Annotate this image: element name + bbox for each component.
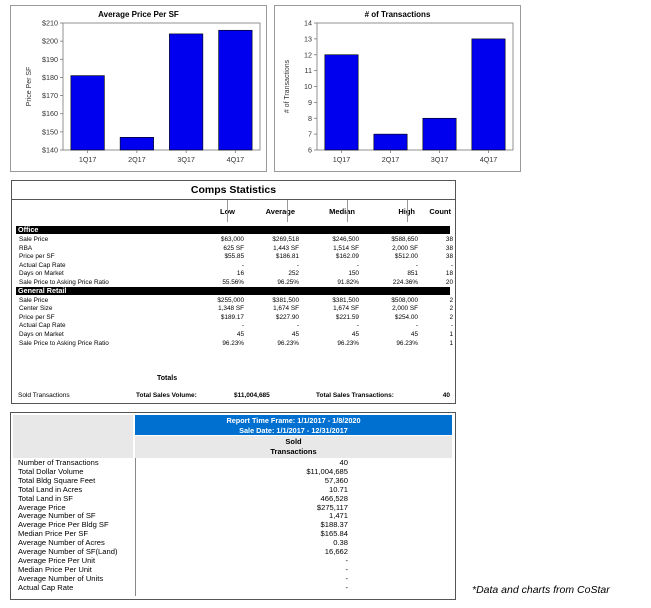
bar — [374, 134, 407, 150]
comps-cell-median: $162.09 — [335, 253, 359, 261]
comps-title: Comps Statistics — [12, 181, 455, 200]
total-sales-volume-label: Total Sales Volume: — [136, 392, 197, 399]
comps-col-low: Low — [220, 207, 235, 216]
comps-cell-high: $588,650 — [391, 236, 418, 243]
comps-row-label: Sale Price to Asking Price Ratio — [19, 279, 109, 286]
chart-title: # of Transactions — [364, 10, 431, 19]
report-summary-table — [10, 412, 456, 600]
comps-cell-low: $255,000 — [217, 296, 244, 304]
comps-cell-median: $221.59 — [335, 313, 359, 321]
report-row-value: $11,004,685 — [306, 466, 348, 476]
comps-cell-low: 1,348 SF — [218, 305, 244, 313]
report-row-label: Average Number of Acres — [18, 538, 105, 548]
comps-cell-median: $381,500 — [332, 296, 359, 304]
comps-cell-average: $381,500 — [272, 296, 299, 304]
comps-section-header: Office — [16, 226, 450, 234]
bar — [219, 30, 252, 150]
comps-cell-low: 45 — [236, 331, 244, 338]
comps-cell-median: - — [356, 322, 359, 330]
report-row-value: $165.84 — [320, 529, 348, 539]
report-row-label: Median Price Per SF — [18, 529, 89, 539]
y-tick-label: 6 — [308, 145, 312, 155]
y-tick-label: $140 — [42, 145, 58, 155]
report-row-label: Actual Cap Rate — [18, 582, 74, 592]
comps-cell-high: 96.23% — [396, 339, 418, 347]
report-row-label: Average Price — [18, 502, 66, 512]
report-row-value: 16,662 — [324, 547, 348, 556]
y-tick-label: $160 — [42, 109, 58, 119]
bar — [71, 76, 104, 150]
report-row-value: - — [345, 564, 348, 574]
x-tick-label: 4Q17 — [226, 155, 245, 164]
report-row-label: Average Price Per Bldg SF — [18, 520, 109, 530]
report-row-value: 1,471 — [328, 511, 348, 521]
report-row-value: - — [345, 555, 348, 565]
comps-cell-average: 1,674 SF — [273, 305, 299, 313]
comps-cell-high: $512.00 — [394, 253, 418, 261]
x-tick-label: 1Q17 — [78, 155, 97, 164]
comps-cell-count: 2 — [449, 313, 453, 321]
comps-cell-average: 96.25% — [277, 279, 299, 286]
comps-cell-low: $189.17 — [220, 313, 244, 321]
comps-cell-low: $63,000 — [220, 236, 244, 243]
comps-col-median: Median — [287, 200, 359, 222]
comps-cell-low: 625 SF — [223, 244, 244, 252]
comps-cell-count: 38 — [445, 236, 453, 243]
comps-cell-average: - — [296, 322, 299, 330]
comps-cell-count: 1 — [449, 331, 453, 338]
report-row — [18, 575, 448, 584]
report-row — [18, 486, 448, 495]
comps-cell-count: 18 — [445, 270, 453, 278]
report-row-value: $188.37 — [320, 520, 348, 530]
report-row-value: 466,528 — [320, 493, 348, 503]
comps-cell-low: - — [241, 261, 244, 269]
comps-row-label: Sale Price — [19, 296, 49, 304]
y-axis-label: # of Transactions — [284, 59, 291, 114]
comps-row-label: Days on Market — [19, 331, 64, 338]
comps-cell-median: 45 — [351, 331, 359, 338]
y-tick-label: 12 — [304, 50, 312, 60]
report-time-frame-header — [135, 415, 452, 435]
report-row-value: 40 — [339, 458, 348, 467]
x-tick-label: 3Q17 — [430, 155, 449, 164]
y-tick-label: $170 — [42, 91, 58, 101]
report-row — [18, 477, 448, 486]
report-row-value: - — [345, 573, 348, 583]
chart-title: Average Price Per SF — [98, 10, 179, 19]
comps-cell-high: - — [415, 261, 418, 269]
y-tick-label: 13 — [304, 34, 312, 44]
report-row-value: 10.71 — [328, 484, 348, 494]
comps-statistics-table — [11, 180, 456, 404]
comps-row-label: Price per SF — [19, 253, 55, 261]
totals-label: Totals — [157, 375, 178, 382]
comps-cell-count: 2 — [449, 305, 453, 313]
data-credit: *Data and charts from CoStar — [472, 584, 610, 596]
comps-cell-high: 45 — [410, 331, 418, 338]
comps-cell-average: - — [296, 261, 299, 269]
comps-cell-count: - — [450, 322, 453, 330]
report-row-value: 0.38 — [333, 538, 348, 548]
comps-row-label: Price per SF — [19, 313, 55, 321]
y-tick-label: $200 — [42, 36, 58, 46]
comps-cell-average: $186.81 — [275, 253, 299, 261]
report-sale-date: Sale Date: 1/1/2017 - 12/31/2017 — [239, 426, 348, 435]
bar — [169, 34, 202, 150]
comps-cell-average: 96.23% — [277, 339, 299, 347]
transactions-svg — [275, 6, 520, 171]
comps-row-label: Actual Cap Rate — [19, 261, 66, 269]
comps-cell-median: 1,514 SF — [333, 244, 359, 252]
comps-cell-count: 20 — [445, 279, 453, 286]
comps-cell-median: 150 — [348, 270, 359, 278]
report-row-label: Total Bldg Square Feet — [18, 475, 96, 485]
comps-cell-high: 2,000 SF — [392, 305, 418, 313]
report-row — [18, 495, 448, 504]
avg-price-per-sf-chart — [10, 5, 267, 172]
report-row-label: Median Price Per Unit — [18, 564, 92, 574]
report-row-label: Average Price Per Unit — [18, 555, 96, 565]
sold-transactions-label: Sold Transactions — [18, 392, 70, 399]
comps-cell-low: - — [241, 322, 244, 330]
comps-cell-count: 1 — [449, 339, 453, 347]
comps-cell-low: $55.85 — [224, 253, 244, 261]
report-row-label: Average Number of SF — [18, 511, 96, 521]
bar — [472, 39, 505, 150]
transactions-chart — [274, 5, 521, 172]
y-axis-label: Price Per SF — [26, 66, 33, 107]
x-tick-label: 2Q17 — [128, 155, 146, 164]
comps-col-average: Average — [227, 200, 299, 222]
comps-cell-high: 2,000 SF — [392, 244, 418, 252]
comps-cell-count: 38 — [445, 253, 453, 261]
comps-cell-average: 1,443 SF — [273, 244, 299, 252]
sold-header-line2: Transactions — [270, 447, 317, 456]
total-sales-transactions-label: Total Sales Transactions: — [316, 392, 394, 399]
comps-cell-low: 16 — [236, 270, 244, 278]
comps-cell-count: 2 — [449, 296, 453, 304]
y-tick-label: 11 — [304, 66, 312, 76]
y-tick-label: $210 — [42, 18, 58, 28]
comps-col-high: High — [347, 200, 419, 222]
comps-row-label: Sale Price to Asking Price Ratio — [19, 339, 109, 347]
comps-cell-high: $254.00 — [394, 313, 418, 321]
sold-header-line1: Sold — [285, 437, 302, 446]
y-tick-label: $180 — [42, 72, 58, 82]
bar — [423, 118, 456, 150]
comps-cell-high: - — [415, 322, 418, 330]
comps-cell-high: $508,000 — [391, 296, 418, 304]
comps-cell-median: 1,674 SF — [333, 305, 359, 313]
comps-cell-count: 38 — [445, 244, 453, 252]
total-sales-transactions-value: 40 — [442, 392, 450, 399]
comps-row-label: RBA — [19, 244, 33, 252]
report-row-label: Average Number of Units — [18, 573, 104, 583]
report-row-value: $275,117 — [316, 502, 348, 512]
comps-row-label: Sale Price — [19, 236, 49, 243]
report-row-label: Total Land in Acres — [18, 484, 83, 494]
x-tick-label: 4Q17 — [479, 155, 498, 164]
y-tick-label: $190 — [42, 54, 58, 64]
comps-section-header: General Retail — [16, 287, 450, 295]
report-label-header-cell — [13, 415, 133, 458]
y-tick-label: 8 — [308, 113, 312, 123]
x-tick-label: 2Q17 — [381, 155, 400, 164]
bar — [120, 137, 153, 150]
y-tick-label: 9 — [308, 97, 312, 107]
comps-cell-high: 851 — [407, 270, 418, 278]
x-tick-label: 3Q17 — [177, 155, 195, 164]
comps-cell-average: 45 — [291, 331, 299, 338]
report-row-label: Total Land in SF — [18, 493, 73, 503]
comps-col-count: Count — [407, 200, 455, 222]
comps-cell-median: - — [356, 261, 359, 269]
report-row — [18, 584, 448, 593]
comps-row-label: Days on Market — [19, 270, 64, 278]
y-tick-label: 14 — [304, 18, 312, 28]
comps-row-label: Actual Cap Rate — [19, 322, 66, 330]
report-row-label: Total Dollar Volume — [18, 466, 84, 476]
comps-cell-average: $227.90 — [275, 313, 299, 321]
report-row-value: 57,360 — [324, 475, 348, 485]
comps-cell-median: 91.82% — [337, 279, 359, 286]
comps-row — [16, 339, 453, 348]
report-time-frame: Report Time Frame: 1/1/2017 - 1/8/2020 — [226, 416, 361, 425]
sold-transactions-header — [135, 436, 452, 458]
x-tick-label: 1Q17 — [332, 155, 351, 164]
y-tick-label: 10 — [304, 82, 312, 91]
y-tick-label: 7 — [308, 129, 312, 139]
comps-row-label: Center Size — [19, 305, 53, 313]
comps-cell-low: 96.23% — [222, 339, 244, 347]
y-tick-label: $150 — [42, 127, 58, 137]
comps-cell-average: 252 — [288, 270, 299, 278]
comps-cell-high: 224.36% — [392, 279, 418, 286]
comps-cell-low: 55.56% — [222, 279, 244, 286]
total-sales-volume-value: $11,004,685 — [234, 392, 270, 399]
comps-cell-median: $246,500 — [332, 236, 359, 243]
report-row-label: Average Number of SF(Land) — [18, 547, 118, 556]
comps-cell-count: - — [450, 261, 453, 269]
report-row-label: Number of Transactions — [18, 458, 99, 467]
comps-cell-average: $269,518 — [272, 236, 299, 243]
report-row-value: - — [345, 582, 348, 592]
bar — [325, 55, 358, 150]
comps-cell-median: 96.23% — [337, 339, 359, 347]
avg-price-per-sf-svg — [11, 6, 266, 171]
